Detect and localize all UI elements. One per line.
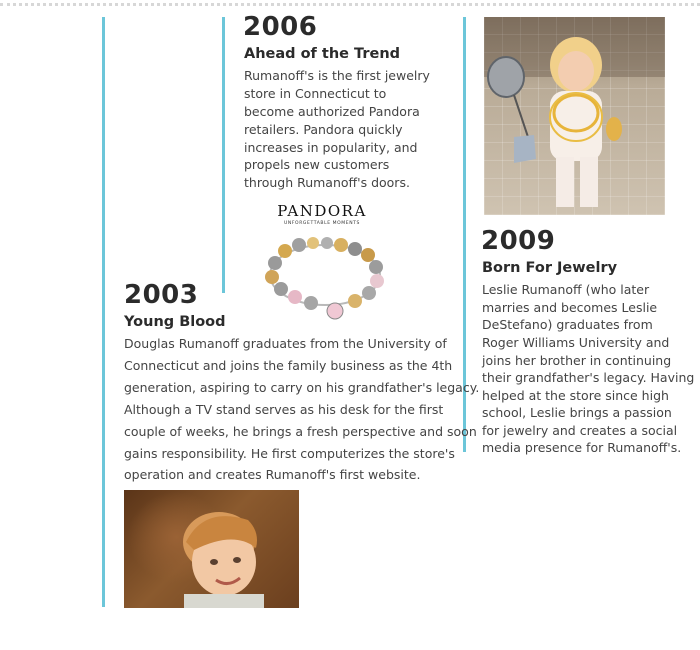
douglas-childhood-photo — [124, 490, 299, 608]
entry-2009-line: Leslie Rumanoff (who later — [482, 282, 650, 297]
entry-2006-title: Ahead of the Trend — [244, 46, 401, 62]
entry-2009-line: joins her brother in continuing — [482, 353, 672, 368]
entry-2006-line: store in Connecticut to — [244, 86, 387, 101]
top-dotted-border — [0, 3, 700, 6]
entry-2009-line: DeStefano) graduates from — [482, 317, 653, 332]
entry-2006-line: retailers. Pandora quickly — [244, 122, 403, 137]
entry-2003-line: operation and creates Rumanoff's first website. — [124, 467, 421, 482]
girl-portrait-illustration — [484, 17, 665, 215]
leslie-childhood-photo — [484, 17, 665, 215]
entry-2006-line: Rumanoff's is the first jewelry — [244, 68, 430, 83]
entry-2003-line: Connecticut and joins the family business as the 4th — [124, 358, 453, 373]
timeline-line-left — [102, 17, 105, 607]
entry-2003-line: Although a TV stand serves as his desk for the first — [124, 402, 444, 417]
pandora-logo-wordmark: PANDORA — [277, 202, 367, 220]
bracelet-charms — [265, 237, 384, 319]
entry-2009-line: media presence for Rumanoff's. — [482, 440, 682, 455]
year-2006-heading: 2006 — [243, 12, 318, 42]
year-2009-heading: 2009 — [481, 226, 556, 256]
entry-2003-line: gains responsibility. He first computerizes the store's — [124, 446, 455, 461]
entry-2006-line: propels new customers — [244, 157, 390, 172]
entry-2006-line: increases in popularity, and — [244, 140, 418, 155]
entry-2006-line: become authorized Pandora — [244, 104, 420, 119]
timeline-line-middle — [222, 17, 225, 293]
entry-2003-line: generation, aspiring to carry on his grandfather's legacy. — [124, 380, 480, 395]
entry-2009-line: helped at the store since high — [482, 388, 669, 403]
boy-portrait-illustration — [124, 490, 299, 608]
pandora-logo-tagline: UNFORGETTABLE MOMENTS — [284, 221, 360, 226]
pandora-bracelet-image — [255, 233, 395, 321]
entry-2003-title: Young Blood — [124, 314, 226, 330]
entry-2009-line: for jewelry and creates a social — [482, 423, 678, 438]
entry-2009-line: school, Leslie brings a passion — [482, 405, 672, 420]
entry-2009-line: their grandfather's legacy. Having — [482, 370, 695, 385]
entry-2009-line: Roger Williams University and — [482, 335, 670, 350]
entry-2006-line: through Rumanoff's doors. — [244, 175, 410, 190]
entry-2003-line: couple of weeks, he brings a fresh perspective and soon — [124, 424, 477, 439]
entry-2009-title: Born For Jewelry — [482, 260, 618, 276]
entry-2003-line: Douglas Rumanoff graduates from the University of — [124, 336, 447, 351]
year-2003-heading: 2003 — [124, 280, 199, 310]
entry-2009-line: marries and becomes Leslie — [482, 300, 658, 315]
